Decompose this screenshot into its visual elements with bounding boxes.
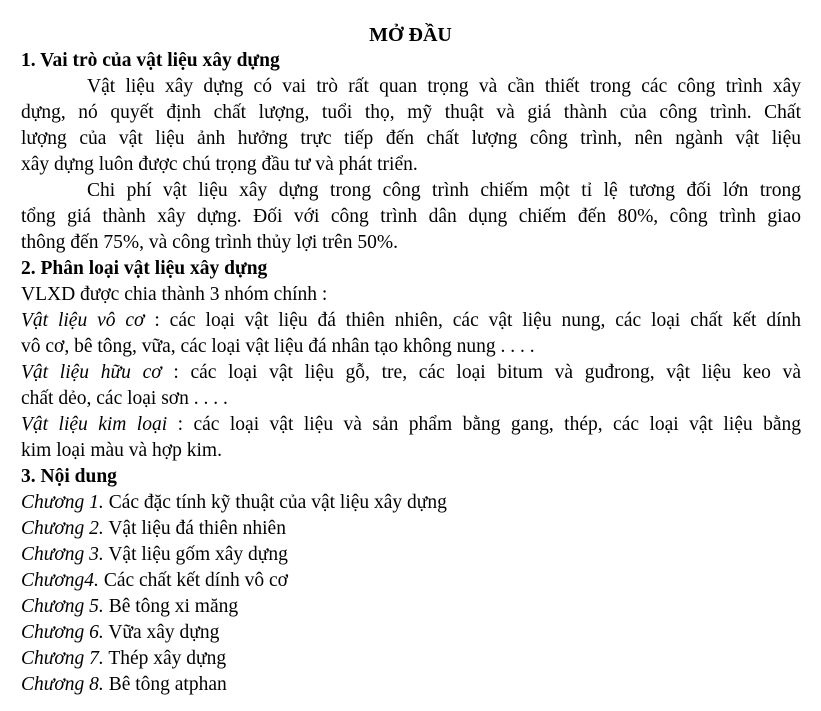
chapter-item: [21, 490, 447, 516]
chapter-label: Chương 8.: [21, 674, 104, 695]
chapter-label: Chương 3.: [21, 544, 104, 565]
section-3-heading: 3. Nội dung: [21, 466, 117, 487]
chapter-label: Chương 2.: [21, 518, 104, 539]
section-1-paragraph-1-line: lượng của vật liệu ảnh hưởng trực tiếp đến chất lượng công trình, nên ngành vật liệu: [21, 128, 801, 149]
chapter-title: Bê tông atphan: [103, 674, 227, 695]
group-metal-line: [21, 412, 801, 438]
chapter-item: [21, 594, 238, 620]
group-description: : các loại vật liệu và sản phẩm bằng gang, thép, các loại vật liệu bằng: [167, 414, 802, 435]
chapter-label: Chương 7.: [21, 648, 104, 669]
group-term: Vật liệu hữu cơ: [21, 362, 162, 383]
section-1-heading: 1. Vai trò của vật liệu xây dựng: [21, 50, 280, 71]
group-term: Vật liệu vô cơ: [21, 310, 145, 331]
section-1-paragraph-1-line: Vật liệu xây dựng có vai trò rất quan trọng và cần thiết trong các công trình xây: [87, 76, 801, 97]
chapter-item: [21, 542, 288, 568]
chapter-label: Chương 6.: [21, 622, 104, 643]
chapter-title: Vật liệu đá thiên nhiên: [103, 518, 286, 539]
group-metal-line-2: kim loại màu và hợp kim.: [21, 440, 222, 461]
chapter-label: Chương 5.: [21, 596, 104, 617]
chapter-item: [21, 672, 227, 698]
chapter-title: Thép xây dựng: [103, 648, 227, 669]
group-term: Vật liệu kim loại: [21, 414, 168, 435]
section-1-paragraph-1-line: dựng, nó quyết định chất lượng, tuổi thọ, mỹ thuật và giá thành của công trình. Chất: [21, 102, 801, 123]
section-1-paragraph-2-line: tổng giá thành xây dựng. Đối với công trình dân dụng chiếm đến 80%, công trình giao: [21, 206, 801, 227]
group-description: : các loại vật liệu đá thiên nhiên, các vật liệu nung, các loại chất kết dính: [144, 310, 801, 331]
group-description: : các loại vật liệu gỗ, tre, các loại bitum và guđrong, vật liệu keo và: [161, 362, 801, 383]
chapter-label: Chương4.: [21, 570, 99, 591]
chapter-title: Các đặc tính kỹ thuật của vật liệu xây dựng: [103, 492, 447, 513]
chapter-item: [21, 646, 226, 672]
chapter-item: [21, 620, 219, 646]
group-inorganic-line-2: vô cơ, bê tông, vữa, các loại vật liệu đá nhân tạo không nung . . . .: [21, 336, 535, 357]
document-title: MỞ ĐẦU: [369, 24, 452, 46]
section-2-intro: VLXD được chia thành 3 nhóm chính :: [21, 284, 328, 305]
chapter-item: [21, 568, 288, 594]
chapter-item: [21, 516, 286, 542]
chapter-title: Các chất kết dính vô cơ: [98, 570, 288, 591]
section-2-heading: 2. Phân loại vật liệu xây dựng: [21, 258, 268, 279]
chapter-title: Vật liệu gốm xây dựng: [103, 544, 288, 565]
section-1-paragraph-2-line: Chi phí vật liệu xây dựng trong công trình chiếm một tỉ lệ tương đối lớn trong: [87, 180, 801, 201]
group-organic-line-2: chất dẻo, các loại sơn . . . .: [21, 388, 228, 409]
section-1-paragraph-2-line: thông đến 75%, và công trình thủy lợi trên 50%.: [21, 232, 398, 253]
section-1-paragraph-1-line: xây dựng luôn được chú trọng đầu tư và phát triển.: [21, 154, 418, 175]
group-organic-line: [21, 360, 801, 386]
group-inorganic-line: [21, 308, 801, 334]
chapter-title: Bê tông xi măng: [103, 596, 239, 617]
chapter-label: Chương 1.: [21, 492, 104, 513]
chapter-title: Vữa xây dựng: [103, 622, 220, 643]
